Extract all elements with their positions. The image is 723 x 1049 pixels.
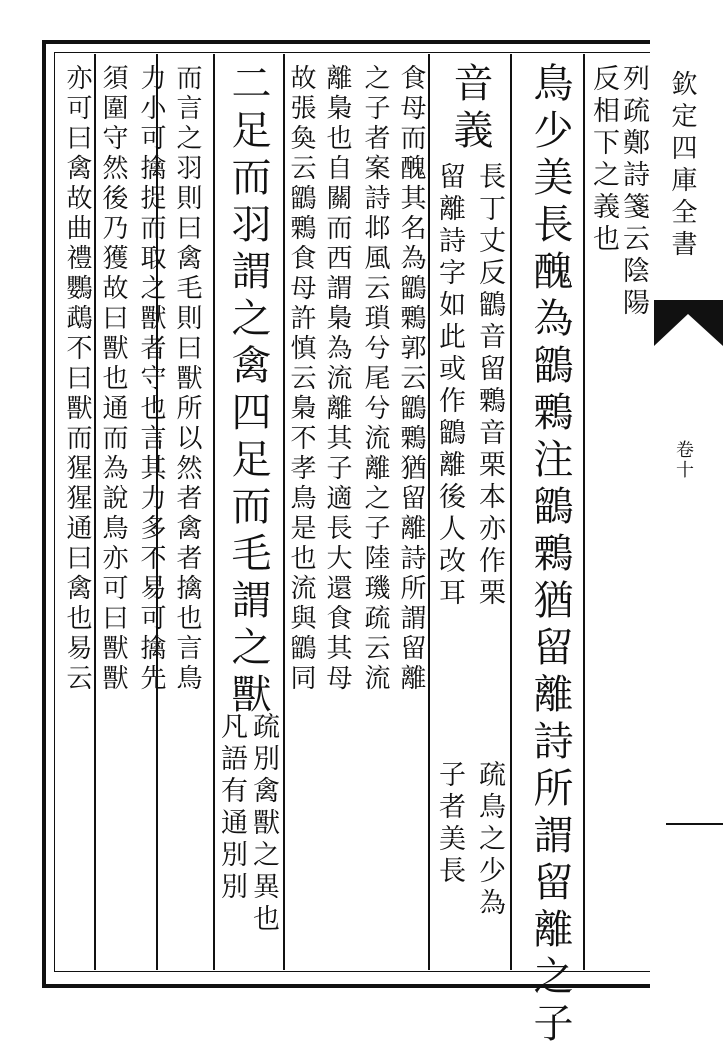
column-rule [583,54,585,970]
fishtail-mark [654,300,723,346]
commentary-column: 疏別禽獸之異也 [248,712,279,936]
commentary-column: 疏鳥之少為 [474,760,505,920]
commentary-column: 食母而醜其名為鶹鷅郭云鶹鷅猶留離詩所謂留離 [396,64,426,694]
column-rule [213,54,215,970]
margin-tick [666,823,723,825]
commentary-column: 留離詩字如此或作鶹離後人改耳 [434,162,465,610]
margin-header: 欽定四庫全書 [667,70,697,262]
commentary-column: 故張奐云鶹鷅食母許慎云梟不孝鳥是也流與鶹同 [286,64,316,694]
main-text-column: 鳥少美長醜為鶹鷅注鶹鷅猶留離詩所謂留離之子 [527,62,573,1049]
commentary-column: 離梟也自關而西謂梟為流離其子適長大還食其母 [322,64,352,694]
commentary-column: 子者美長 [434,760,465,888]
column-rule [94,54,96,970]
commentary-column: 須圍守然後乃獲故曰獸也通而為說鳥亦可曰獸獸 [98,64,128,694]
column-rule [510,54,512,970]
commentary-column: 之子者案詩邶風云瑣兮尾兮流離之子陸璣疏云流 [360,64,390,694]
main-text-column: 二足而羽謂之禽四足而毛謂之獸 [225,62,271,720]
text-column: 列疏鄭詩箋云陰陽 [618,64,649,320]
margin-juan: 卷十 [673,440,694,480]
column-rule [428,54,430,970]
yinyi-label: 音義 [447,62,493,156]
commentary-column: 凡語有通別別 [216,712,247,904]
column-rule [283,54,285,970]
commentary-column: 亦可曰禽故曲禮鸚鵡不曰獸而猩猩通曰禽也易云 [62,64,92,694]
text-column: 反相下之義也 [588,64,619,256]
commentary-column: 長丁丈反鶹音留鷅音栗本亦作栗 [474,162,505,610]
commentary-column: 而言之羽則曰禽毛則曰獸所以然者禽者擒也言鳥 [172,64,202,694]
commentary-column: 力小可擒捉而取之獸者守也言其力多不易可擒先 [136,64,166,694]
